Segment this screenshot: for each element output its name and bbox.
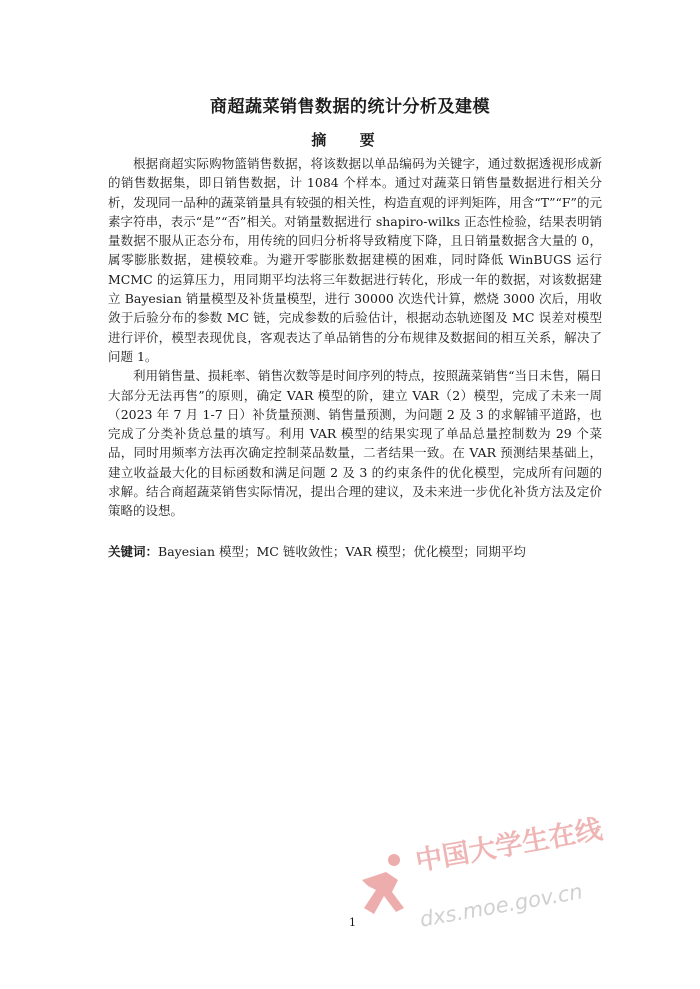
page-number: 1 xyxy=(349,916,356,929)
keywords-line xyxy=(108,542,602,561)
watermark-url: dxs.moe.gov.cn xyxy=(418,879,585,932)
keywords-label: 关键词： xyxy=(108,544,159,559)
watermark xyxy=(352,814,652,970)
keywords-list: Bayesian 模型；MC 链收敛性；VAR 模型；优化模型；同期平均 xyxy=(158,544,526,559)
abstract-heading: 摘 要 xyxy=(311,131,389,149)
running-figure-logo-icon xyxy=(352,850,412,920)
abstract-body xyxy=(108,154,602,521)
abstract-paragraph-1: 根据商超实际购物篮销售数据，将该数据以单品编码为关键字，通过数据透视形成新的销售数据集，即日销售数据，计 1084 个样本。通过对蔬菜日销售量数据进行相关分析，发现同一品种的蔬菜销量具有较强的相关性，构造直观的评判矩阵，用含“T”“F”的元素字符串，表示“是”“否”相关。对销量数据进行 shapiro-wilks 正态性检验，结果表明销量数据不服从正态分布，用传统的回归分析将导致精度下降，且日销量数据含大量的 0，属零膨胀数据，建模较难。为避开零膨胀数据建模的困难，同时降低 WinBUGS 运行 MCMC 的运算压力，用同期平均法将三年数据进行转化，形成一年的数据，对该数据建立 Bayesian 销量模型及补货量模型，进行 30000 次迭代计算，燃烧 3000 次后，用收敛于后验分布的参数 MC 链，完成参数的后验估计，根据动态轨迹图及 MC 误差对模型进行评价，模型表现优良，客观表达了单品销售的分布规律及数据间的相互关系，解决了问题 1。 xyxy=(108,156,602,364)
paper-title: 商超蔬菜销售数据的统计分析及建模 xyxy=(210,97,490,117)
watermark-text: 中国大学生在线 xyxy=(413,814,605,878)
abstract-paragraph-2: 利用销售量、损耗率、销售次数等是时间序列的特点，按照蔬菜销售“当日未售，隔日大部分无法再售”的原则，确定 VAR 模型的阶，建立 VAR（2）模型，完成了未来一周（2023 年 7 月 1-7 日）补货量预测、销售量预测，为问题 2 及 3 的求解铺平道路，也完成了分类补货总量的填写。利用 VAR 模型的结果实现了单品总量控制数为 29 个菜品，同时用频率方法再次确定控制菜品数量，二者结果一致。在 VAR 预测结果基础上，建立收益最大化的目标函数和满足问题 2 及 3 的约束条件的优化模型，完成所有问题的求解。结合商超蔬菜销售实际情况，提出合理的建议，及未来进一步优化补货方法及定价策略的设想。 xyxy=(108,368,602,519)
